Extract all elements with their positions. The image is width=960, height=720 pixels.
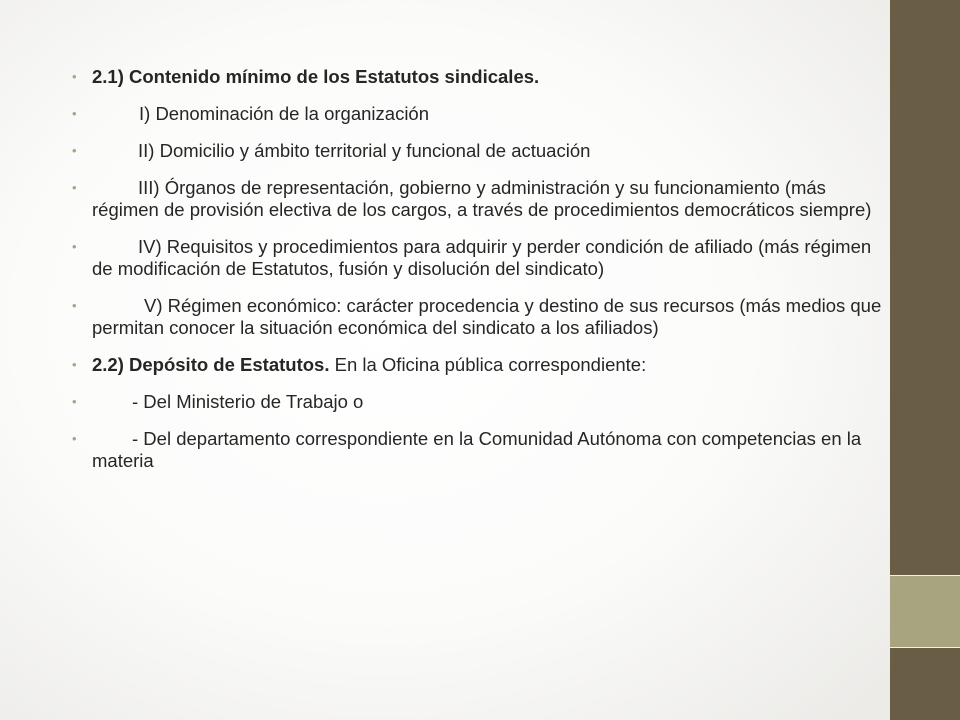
bullet-dot-icon: • (72, 69, 77, 84)
bullet-item (72, 428, 892, 472)
bullet-text: V) Régimen económico: carácter procedencia y destino de sus recursos (más medios que permitan conocer la situación económica del sindicato a los afiliados) (92, 295, 882, 338)
bullet-text: IV) Requisitos y procedimientos para adquirir y perder condición de afiliado (más régimen de modificación de Estatutos, fusión y disolución del sindicato) (92, 236, 872, 279)
bullet-text: - Del departamento correspondiente en la Comunidad Autónoma con competencias en la materia (92, 428, 862, 471)
slide-content (72, 66, 892, 487)
sidebar-band-dark (890, 0, 960, 576)
bullet-item (72, 391, 892, 413)
bullet-dot-icon: • (72, 180, 77, 195)
bullet-text: - Del Ministerio de Trabajo o (132, 391, 364, 412)
bullet-text: En la Oficina pública correspondiente: (329, 354, 647, 375)
bullet-dot-icon: • (72, 239, 77, 254)
bullet-text-bold: 2.1) Contenido mínimo de los Estatutos sindicales. (92, 66, 540, 87)
bullet-dot-icon: • (72, 298, 77, 313)
bullet-dot-icon: • (72, 357, 77, 372)
bullet-dot-icon: • (72, 394, 77, 409)
decorative-sidebar (890, 0, 960, 720)
bullet-dot-icon: • (72, 106, 77, 121)
bullet-text: II) Domicilio y ámbito territorial y funcional de actuación (138, 140, 591, 161)
sidebar-band-dark-bottom (890, 648, 960, 720)
bullet-item (72, 140, 892, 162)
bullet-text: III) Órganos de representación, gobierno y administración y su funcionamiento (más régimen de provisión electiva de los cargos, a través de procedimientos democráticos siempre) (92, 177, 872, 220)
bullet-item (72, 354, 892, 376)
bullet-item (72, 66, 892, 88)
bullet-item (72, 177, 892, 221)
sidebar-band-light (890, 576, 960, 648)
bullet-item (72, 236, 892, 280)
bullet-item (72, 295, 892, 339)
bullet-text-bold: 2.2) Depósito de Estatutos. (92, 354, 330, 375)
bullet-text: I) Denominación de la organización (139, 103, 430, 124)
bullet-dot-icon: • (72, 431, 77, 446)
bullet-list (72, 66, 892, 472)
bullet-item (72, 103, 892, 125)
bullet-dot-icon: • (72, 143, 77, 158)
